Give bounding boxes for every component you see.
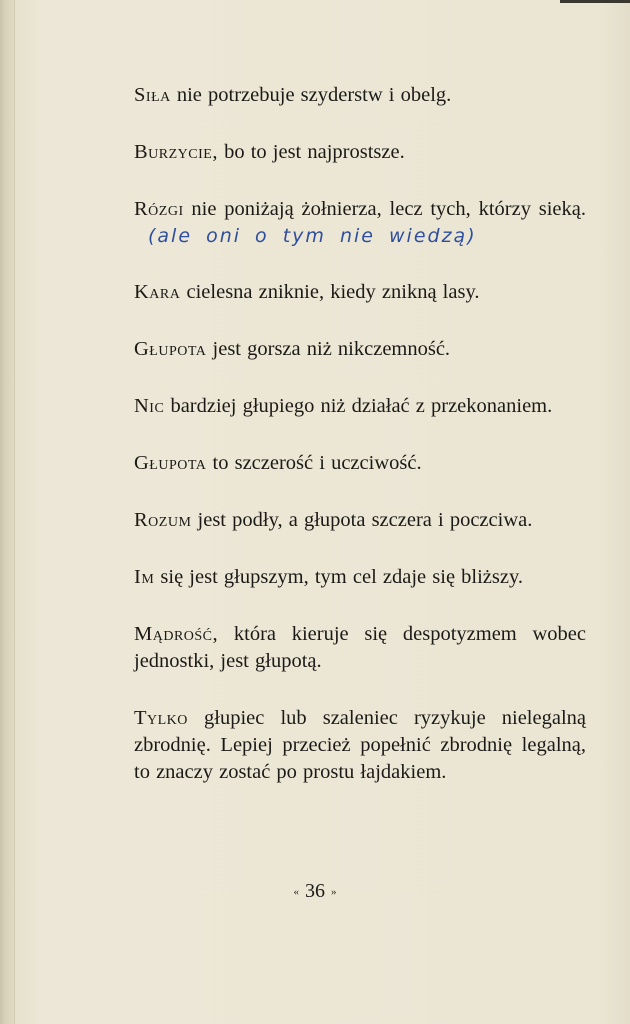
aphorism-lead: Burzycie, bbox=[134, 141, 218, 163]
aphorism-paragraph bbox=[134, 450, 586, 477]
page-number-footer bbox=[0, 880, 630, 903]
aphorism-paragraph bbox=[134, 393, 586, 420]
aphorism-lead: Rozum bbox=[134, 509, 192, 531]
aphorism-text: jest gorsza niż nikczemność. bbox=[206, 338, 451, 360]
aphorism-lead: Rózgi bbox=[134, 198, 184, 220]
aphorism-text: jest podły, a głupota szczera i poczciwa. bbox=[191, 509, 533, 531]
aphorism-lead: Głupota bbox=[134, 338, 207, 360]
page-gutter bbox=[0, 0, 15, 1024]
aphorism-paragraph bbox=[134, 621, 586, 675]
aphorism-text: nie poniżają żołnierza, lecz tych, którzy sieką. bbox=[183, 198, 586, 220]
aphorism-paragraph bbox=[134, 507, 586, 534]
aphorism-text: głupiec lub szaleniec ryzykuje nielegalną zbrodnię. Lepiej przecież popełnić zbrodnię legalną, to znaczy zostać po prostu łajdakiem. bbox=[134, 707, 586, 783]
aphorism-text: to szczerość i uczciwość. bbox=[206, 452, 422, 474]
aphorism-paragraph bbox=[134, 196, 586, 250]
handwritten-note: (ale oni o tym nie wiedzą) bbox=[148, 225, 477, 247]
ornament-left: « bbox=[293, 886, 299, 899]
aphorism-list bbox=[134, 82, 586, 816]
aphorism-lead: Nic bbox=[134, 395, 165, 417]
aphorism-lead: Głupota bbox=[134, 452, 207, 474]
ornament-right: » bbox=[331, 886, 337, 899]
aphorism-lead: Tylko bbox=[134, 707, 188, 729]
page-number: 36 bbox=[305, 880, 325, 902]
aphorism-text: bo to jest najprostsze. bbox=[217, 141, 405, 163]
aphorism-text: bardziej głupiego niż działać z przekonaniem. bbox=[164, 395, 553, 417]
aphorism-paragraph bbox=[134, 279, 586, 306]
aphorism-text: która kieruje się despotyzmem wobec jednostki, jest głupotą. bbox=[134, 623, 586, 672]
aphorism-lead: Siła bbox=[134, 84, 171, 106]
aphorism-paragraph bbox=[134, 705, 586, 786]
page-top-edge-mark bbox=[560, 0, 630, 3]
aphorism-text: nie potrzebuje szyderstw i obelg. bbox=[170, 84, 452, 106]
aphorism-text: się jest głupszym, tym cel zdaje się bliższy. bbox=[154, 566, 524, 588]
aphorism-text: cielesna zniknie, kiedy znikną lasy. bbox=[180, 281, 480, 303]
aphorism-lead: Kara bbox=[134, 281, 181, 303]
aphorism-paragraph bbox=[134, 139, 586, 166]
aphorism-paragraph bbox=[134, 564, 586, 591]
aphorism-lead: Im bbox=[134, 566, 155, 588]
aphorism-lead: Mądrość, bbox=[134, 623, 219, 645]
aphorism-paragraph bbox=[134, 336, 586, 363]
aphorism-paragraph bbox=[134, 82, 586, 109]
